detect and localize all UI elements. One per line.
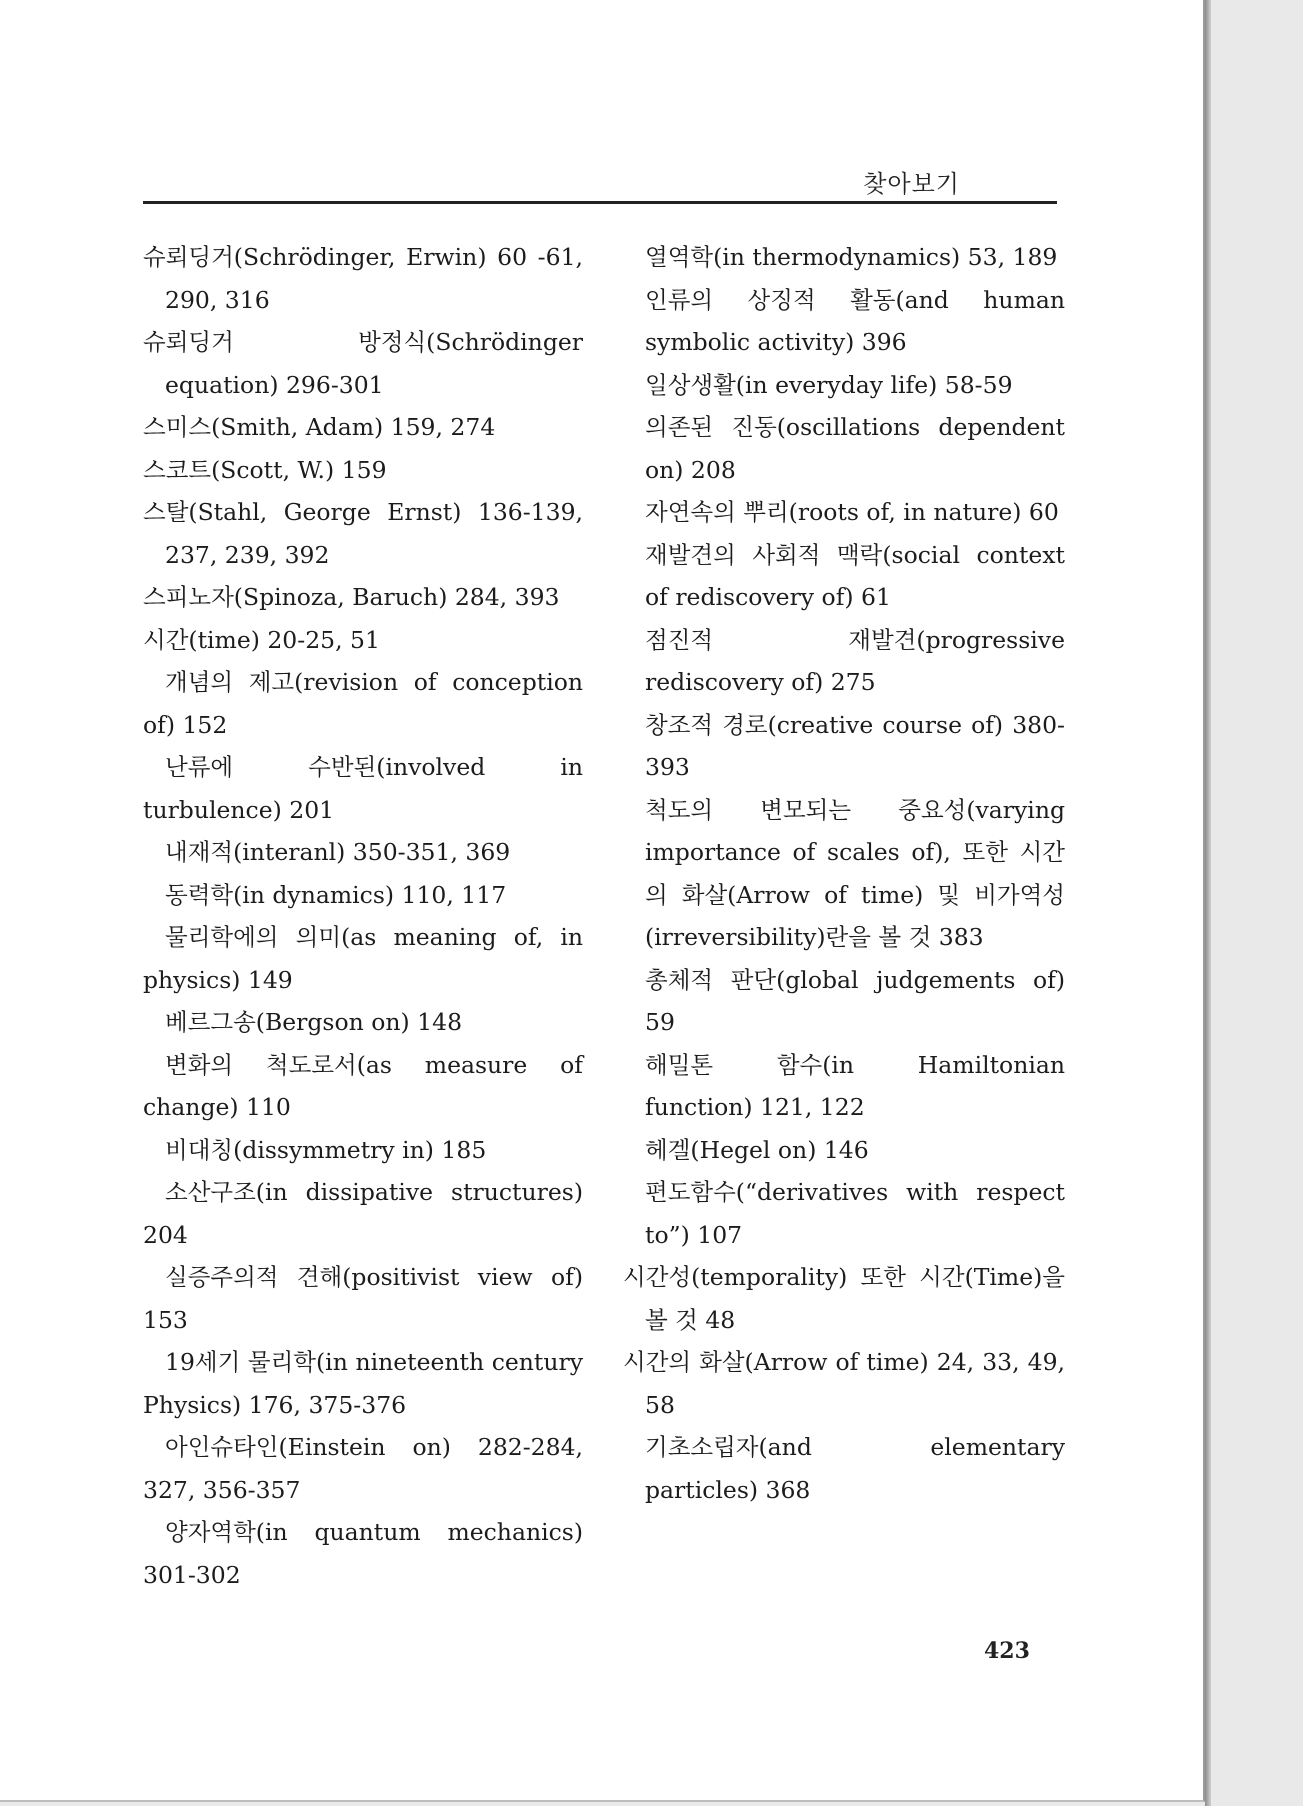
index-entry: 스코트(Scott, W.) 159 xyxy=(143,455,387,484)
index-subentry: 헤겔(Hegel on) 146 xyxy=(645,1135,869,1164)
page-number: 423 xyxy=(984,1638,1030,1664)
index-subentry: 물리학에의 의미(as meaning of, in physics) 149 xyxy=(143,923,583,994)
index-subentry: 편도함수(“derivatives with respect to”) 107 xyxy=(645,1178,1065,1249)
index-subentry: 개념의 제고(revision of conception of) 152 xyxy=(143,668,583,739)
index-subentry: 기초소립자(and elementary particles) 368 xyxy=(645,1433,1065,1504)
index-entry: 슈뢰딩거(Schrödinger, Erwin) 60 -61, 290, 316 xyxy=(143,243,583,314)
index-subentry: 자연속의 뿌리(roots of, in nature) 60 xyxy=(645,498,1059,526)
index-subentry: 점진적 재발견(progressive rediscovery of) 275 xyxy=(645,625,1065,696)
index-subentry: 창조적 경로(creative course of) 380-393 xyxy=(645,710,1065,781)
index-subentry: 척도의 변모되는 중요성(varying importance of scales of), 또한 시간의 화살(Arrow of time) 및 비가역성(irreversibility)란을 볼 것 383 xyxy=(645,795,1065,951)
index-subentry: 총체적 판단(global judgements of) 59 xyxy=(645,965,1065,1036)
index-column-right xyxy=(623,236,1065,1511)
index-subentry: 재발견의 사회적 맥락(social context of rediscovery of) 61 xyxy=(645,540,1065,611)
index-entry: 시간의 화살(Arrow of time) 24, 33, 49, 58 xyxy=(623,1348,1065,1419)
index-subentry: 실증주의적 견해(positivist view of) 153 xyxy=(143,1263,583,1334)
index-subentry: 내재적(interanl) 350-351, 369 xyxy=(165,838,511,866)
index-subentry: 비대칭(dissymmetry in) 185 xyxy=(165,1135,487,1164)
index-subentry: 열역학(in thermodynamics) 53, 189 xyxy=(645,243,1058,271)
index-column-left xyxy=(143,236,583,1596)
index-entry: 스피노자(Spinoza, Baruch) 284, 393 xyxy=(143,583,560,611)
index-subentry: 베르그송(Bergson on) 148 xyxy=(165,1008,463,1036)
index-subentry: 아인슈타인(Einstein on) 282-284, 327, 356-357 xyxy=(143,1433,583,1504)
index-entry: 시간성(temporality) 또한 시간(Time)을 볼 것 48 xyxy=(623,1263,1065,1334)
page-edge xyxy=(1205,0,1211,1806)
index-subentry: 일상생활(in everyday life) 58-59 xyxy=(645,370,1013,399)
index-entry: 시간(time) 20-25, 51 xyxy=(143,625,380,654)
index-subentry: 소산구조(in dissipative structures) 204 xyxy=(143,1178,583,1249)
index-entry: 슈뢰딩거 방정식(Schrödinger equation) 296-301 xyxy=(143,328,583,399)
index-entry: 스탈(Stahl, George Ernst) 136-139, 237, 239, 392 xyxy=(143,498,583,569)
index-subentry: 의존된 진동(oscillations dependent on) 208 xyxy=(645,413,1065,484)
index-subentry: 해밀톤 함수(in Hamiltonian function) 121, 122 xyxy=(645,1050,1065,1121)
index-subentry: 변화의 척도로서(as measure of change) 110 xyxy=(143,1050,583,1121)
running-head: 찾아보기 xyxy=(863,170,960,198)
index-subentry: 동력학(in dynamics) 110, 117 xyxy=(165,880,507,909)
index-subentry: 인류의 상징적 활동(and human symbolic activity) 396 xyxy=(645,285,1065,356)
index-entry: 스미스(Smith, Adam) 159, 274 xyxy=(143,413,496,441)
index-subentry: 19세기 물리학(in nineteenth century Physics) 176, 375-376 xyxy=(143,1348,583,1419)
header-rule xyxy=(143,201,1057,204)
index-subentry: 양자역학(in quantum mechanics) 301-302 xyxy=(143,1518,583,1589)
index-subentry: 난류에 수반된(involved in turbulence) 201 xyxy=(143,753,583,824)
